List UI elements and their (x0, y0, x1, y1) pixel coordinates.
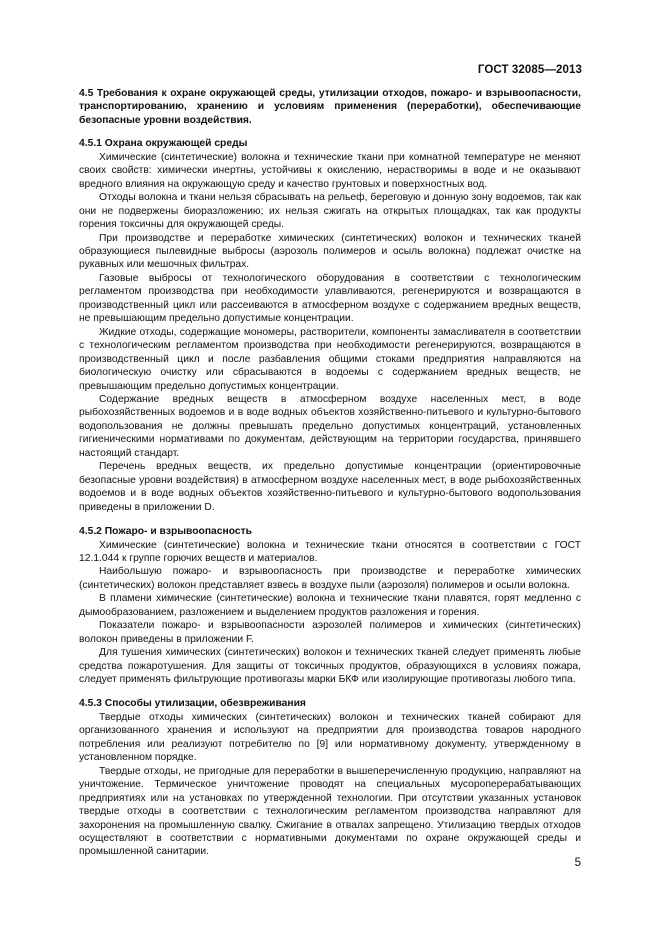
paragraph: Жидкие отходы, содержащие мономеры, растворители, компоненты замасливателя в соответствии с технологическим регламентом производства при необходимости регенерируются, возвращаются в производственный цикл и после разбавления общими стоками предприятия направляются на биологическую очистку или сбрасываются в водоемы с содержанием вредных веществ, не превышающим предельно допустимых концентрации. (79, 326, 581, 392)
subsection-title: 4.5.2 Пожаро- и взрывоопасность (79, 526, 252, 538)
paragraph: Показатели пожаро- и взрывоопасности аэрозолей полимеров и химических (синтетических) волокон приведены в приложении F. (79, 620, 581, 645)
paragraph: Наибольшую пожаро- и взрывоопасность при производстве и переработке химических (синтетических) волокон представляет взвесь в воздухе пыли (аэрозоля) полимеров и осыли волокна. (79, 566, 581, 591)
paragraph: Перечень вредных веществ, их предельно допустимые концентрации (ориентировочные безопасные уровни воздействия) в атмосферном воздухе населенных мест, в воде рыбохозяйственных водоемов и в воде водных объектов хозяйственно-питьевого и культурно-бытового водопользования приведены в приложении D. (79, 461, 581, 513)
paragraph: Содержание вредных веществ в атмосферном воздухе населенных мест, в воде рыбохозяйственных водоемов и в воде водных объектов хозяйственно-питьевого и культурно-бытового водопользования не должны превышать предельно допустимых концентраций, установленных гигиеническими нормативами по документам, действующим на территории государства, принявшего настоящий стандарт. (79, 393, 581, 459)
paragraph: В пламени химические (синтетические) волокна и технические ткани плавятся, горят медленно с дымообразованием, разложением и выделением продуктов разложения и горения. (79, 593, 581, 618)
page-content (79, 87, 581, 859)
paragraph: Химические (синтетические) волокна и технические ткани относятся в соответствии с ГОСТ 12.1.044 к группе горючих веществ и материалов. (79, 539, 581, 564)
document-id: ГОСТ 32085—2013 (477, 64, 582, 76)
paragraph: Отходы волокна и ткани нельзя сбрасывать на рельеф, береговую и донную зону водоемов, так как они не подвержены биоразложению; их нельзя сжигать на открытых площадках, так как продукты горения токсичны для окружающей среды. (79, 192, 581, 231)
paragraph: Для тушения химических (синтетических) волокон и технических тканей следует применять любые средства пожаротушения. Для защиты от токсичных продуктов, образующихся в условиях пожара, следует применять фильтрующие противогазы марки БКФ или изолирующие противогазы любого типа. (79, 647, 581, 686)
subsection-title: 4.5.1 Охрана окружающей среды (79, 138, 248, 150)
paragraph: Газовые выбросы от технологического оборудования в соответствии с технологическим регламентом производства при необходимости улавливаются, регенерируются и возвращаются в производственный цикл или рассеиваются в атмосферном воздухе с содержанием вредных веществ, не превышающим предельно допустимые концентрации. (79, 272, 581, 325)
paragraph: Твердые отходы, не пригодные для переработки в вышеперечисленную продукцию, направляют на уничтожение. Термическое уничтожение проводят на специальных мусороперерабатывающих предприятиях или на установках по утвержденной технологии. При отсутствии указанных установок твердые отходы в соответствии с технологическим регламентом производства направляют для захоронения на промышленную свалку. Сжигание в отвалах запрещено. Утилизацию твердых отходов осуществляют в соответствии с нормативными документами по охране окружающей среды и промышленной санитарии. (79, 765, 581, 858)
paragraph: Твердые отходы химических (синтетических) волокон и технических тканей собирают для организованного хранения и используют на предприятии для производства товаров народного потребления или реализуют потребителю по [9] или нормативному документу, утвержденному в установленном порядке. (79, 711, 581, 764)
page-number: 5 (574, 857, 581, 869)
paragraph: При производстве и переработке химических (синтетических) волокон и технических тканей образующиеся пылевидные выбросы (аэрозоль полимеров и осыль волокна) подлежат очистке на рукавных или мешочных фильтрах. (79, 232, 581, 271)
section-title: 4.5 Требования к охране окружающей среды, утилизации отходов, пожаро- и взрывоопасности, транспортированию, хранению и условиям применения (переработки), обеспечивающие безопасные уровни воздействия. (79, 88, 581, 126)
subsection-fire-safety (79, 525, 581, 686)
paragraph: Химические (синтетические) волокна и технические ткани при комнатной температуре не меняют своих свойств: химически инертны, устойчивы к окислению, нерастворимы в воде и не оказывают вредного влияния на окружающую среду и качество грунтовых и поверхностных вод. (79, 151, 581, 190)
subsection-title: 4.5.3 Способы утилизации, обезвреживания (79, 698, 306, 710)
subsection-disposal (79, 697, 581, 858)
subsection-environment (79, 137, 581, 514)
